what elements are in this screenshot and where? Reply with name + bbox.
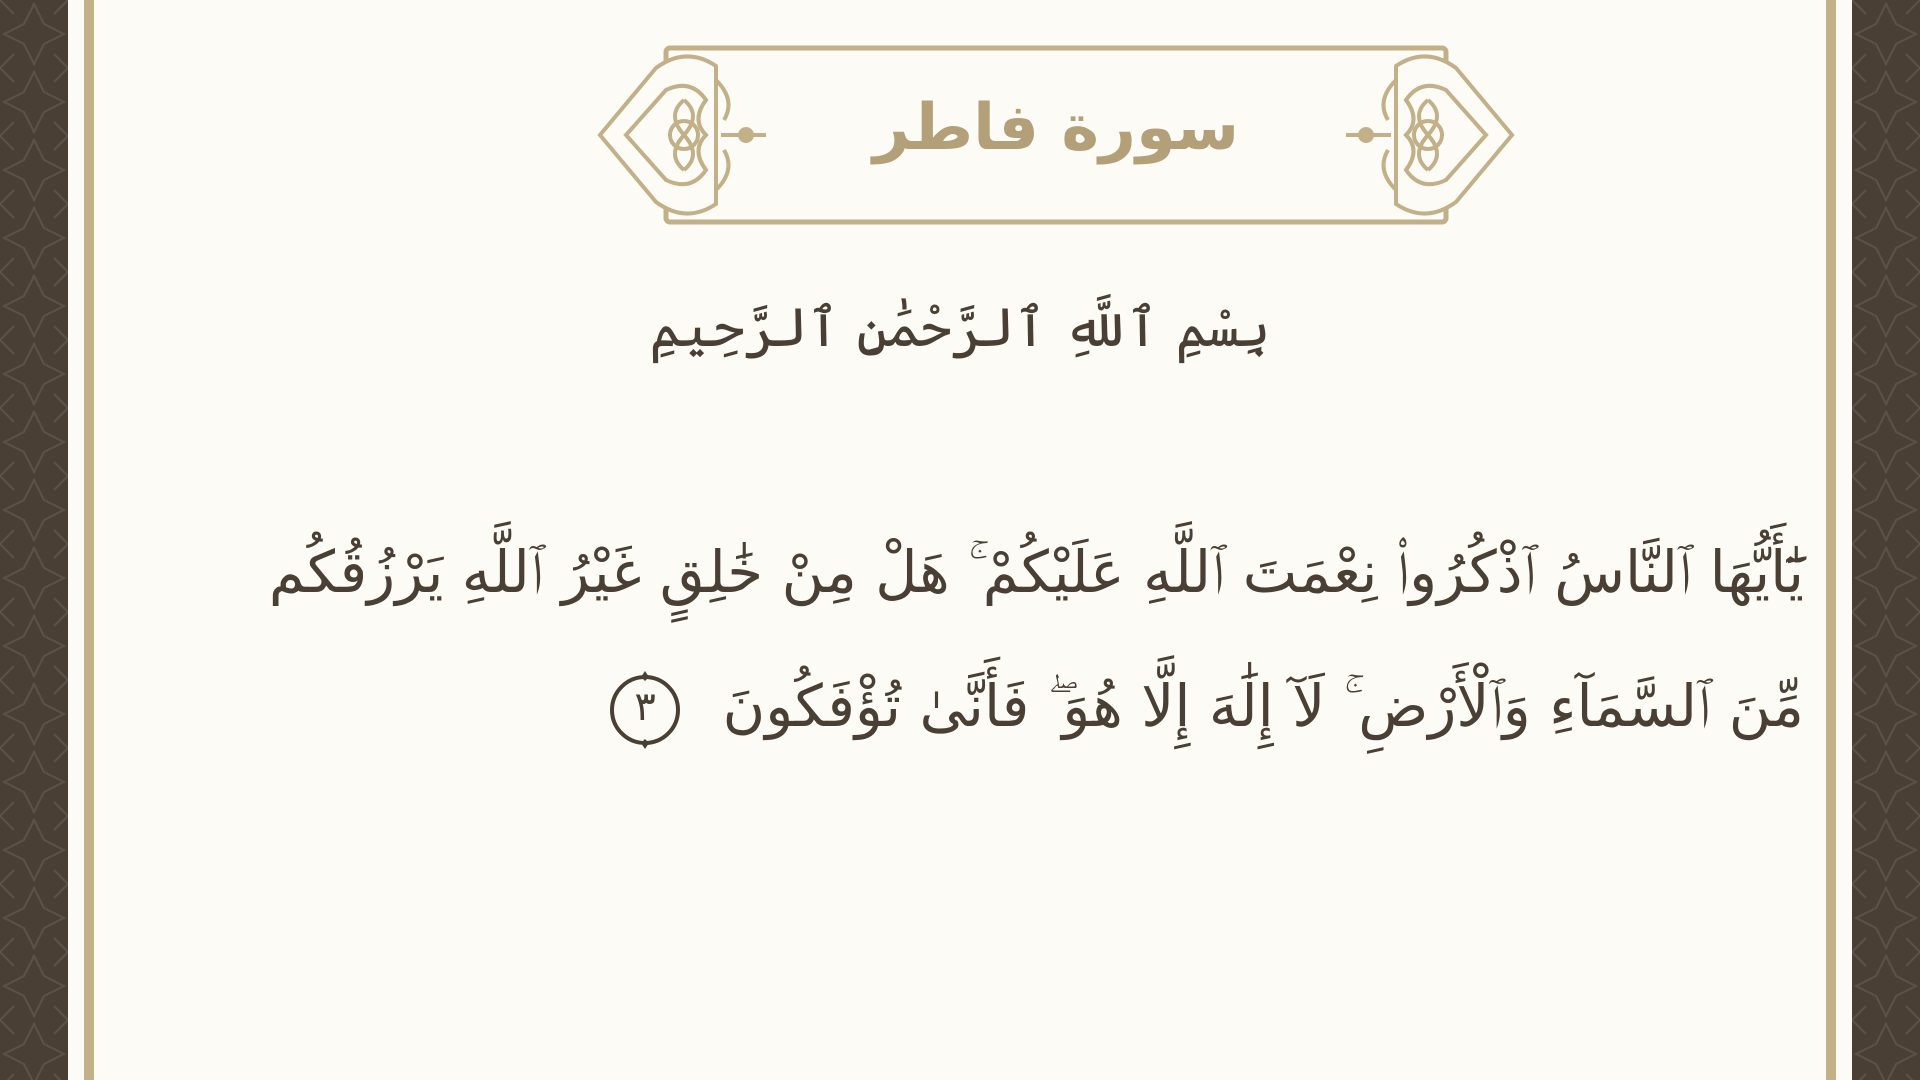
left-gold-rule <box>84 0 94 1080</box>
right-gold-rule <box>1826 0 1836 1080</box>
ayah-marker <box>604 669 686 751</box>
basmala-calligraphy: بِسْمِ ٱللَّهِ ٱلرَّحْمَٰنِ ٱلرَّحِيمِ <box>649 296 1271 359</box>
right-geometric-border <box>1852 0 1920 1080</box>
ayah-number: ٣ <box>634 683 656 730</box>
surah-title-frame <box>596 40 1516 230</box>
slide-content <box>96 0 1824 1080</box>
surah-title: سورة فاطر <box>873 91 1239 165</box>
verse-block <box>256 505 1804 773</box>
left-geometric-border <box>0 0 68 1080</box>
verse-text: يَٰٓأَيُّهَا ٱلنَّاسُ ٱذْكُرُوا۟ نِعْمَتَ ٱللَّهِ عَلَيْكُمْ ۚ هَلْ مِنْ خَٰلِقٍ غَيْرُ ٱللَّهِ يَرْزُقُكُم مِّنَ ٱلسَّمَآءِ وَٱلْأَرْضِ ۚ لَآ إِلَٰهَ إِلَّا هُوَ ۖ فَأَنَّىٰ تُؤْفَكُونَ <box>268 538 1804 740</box>
